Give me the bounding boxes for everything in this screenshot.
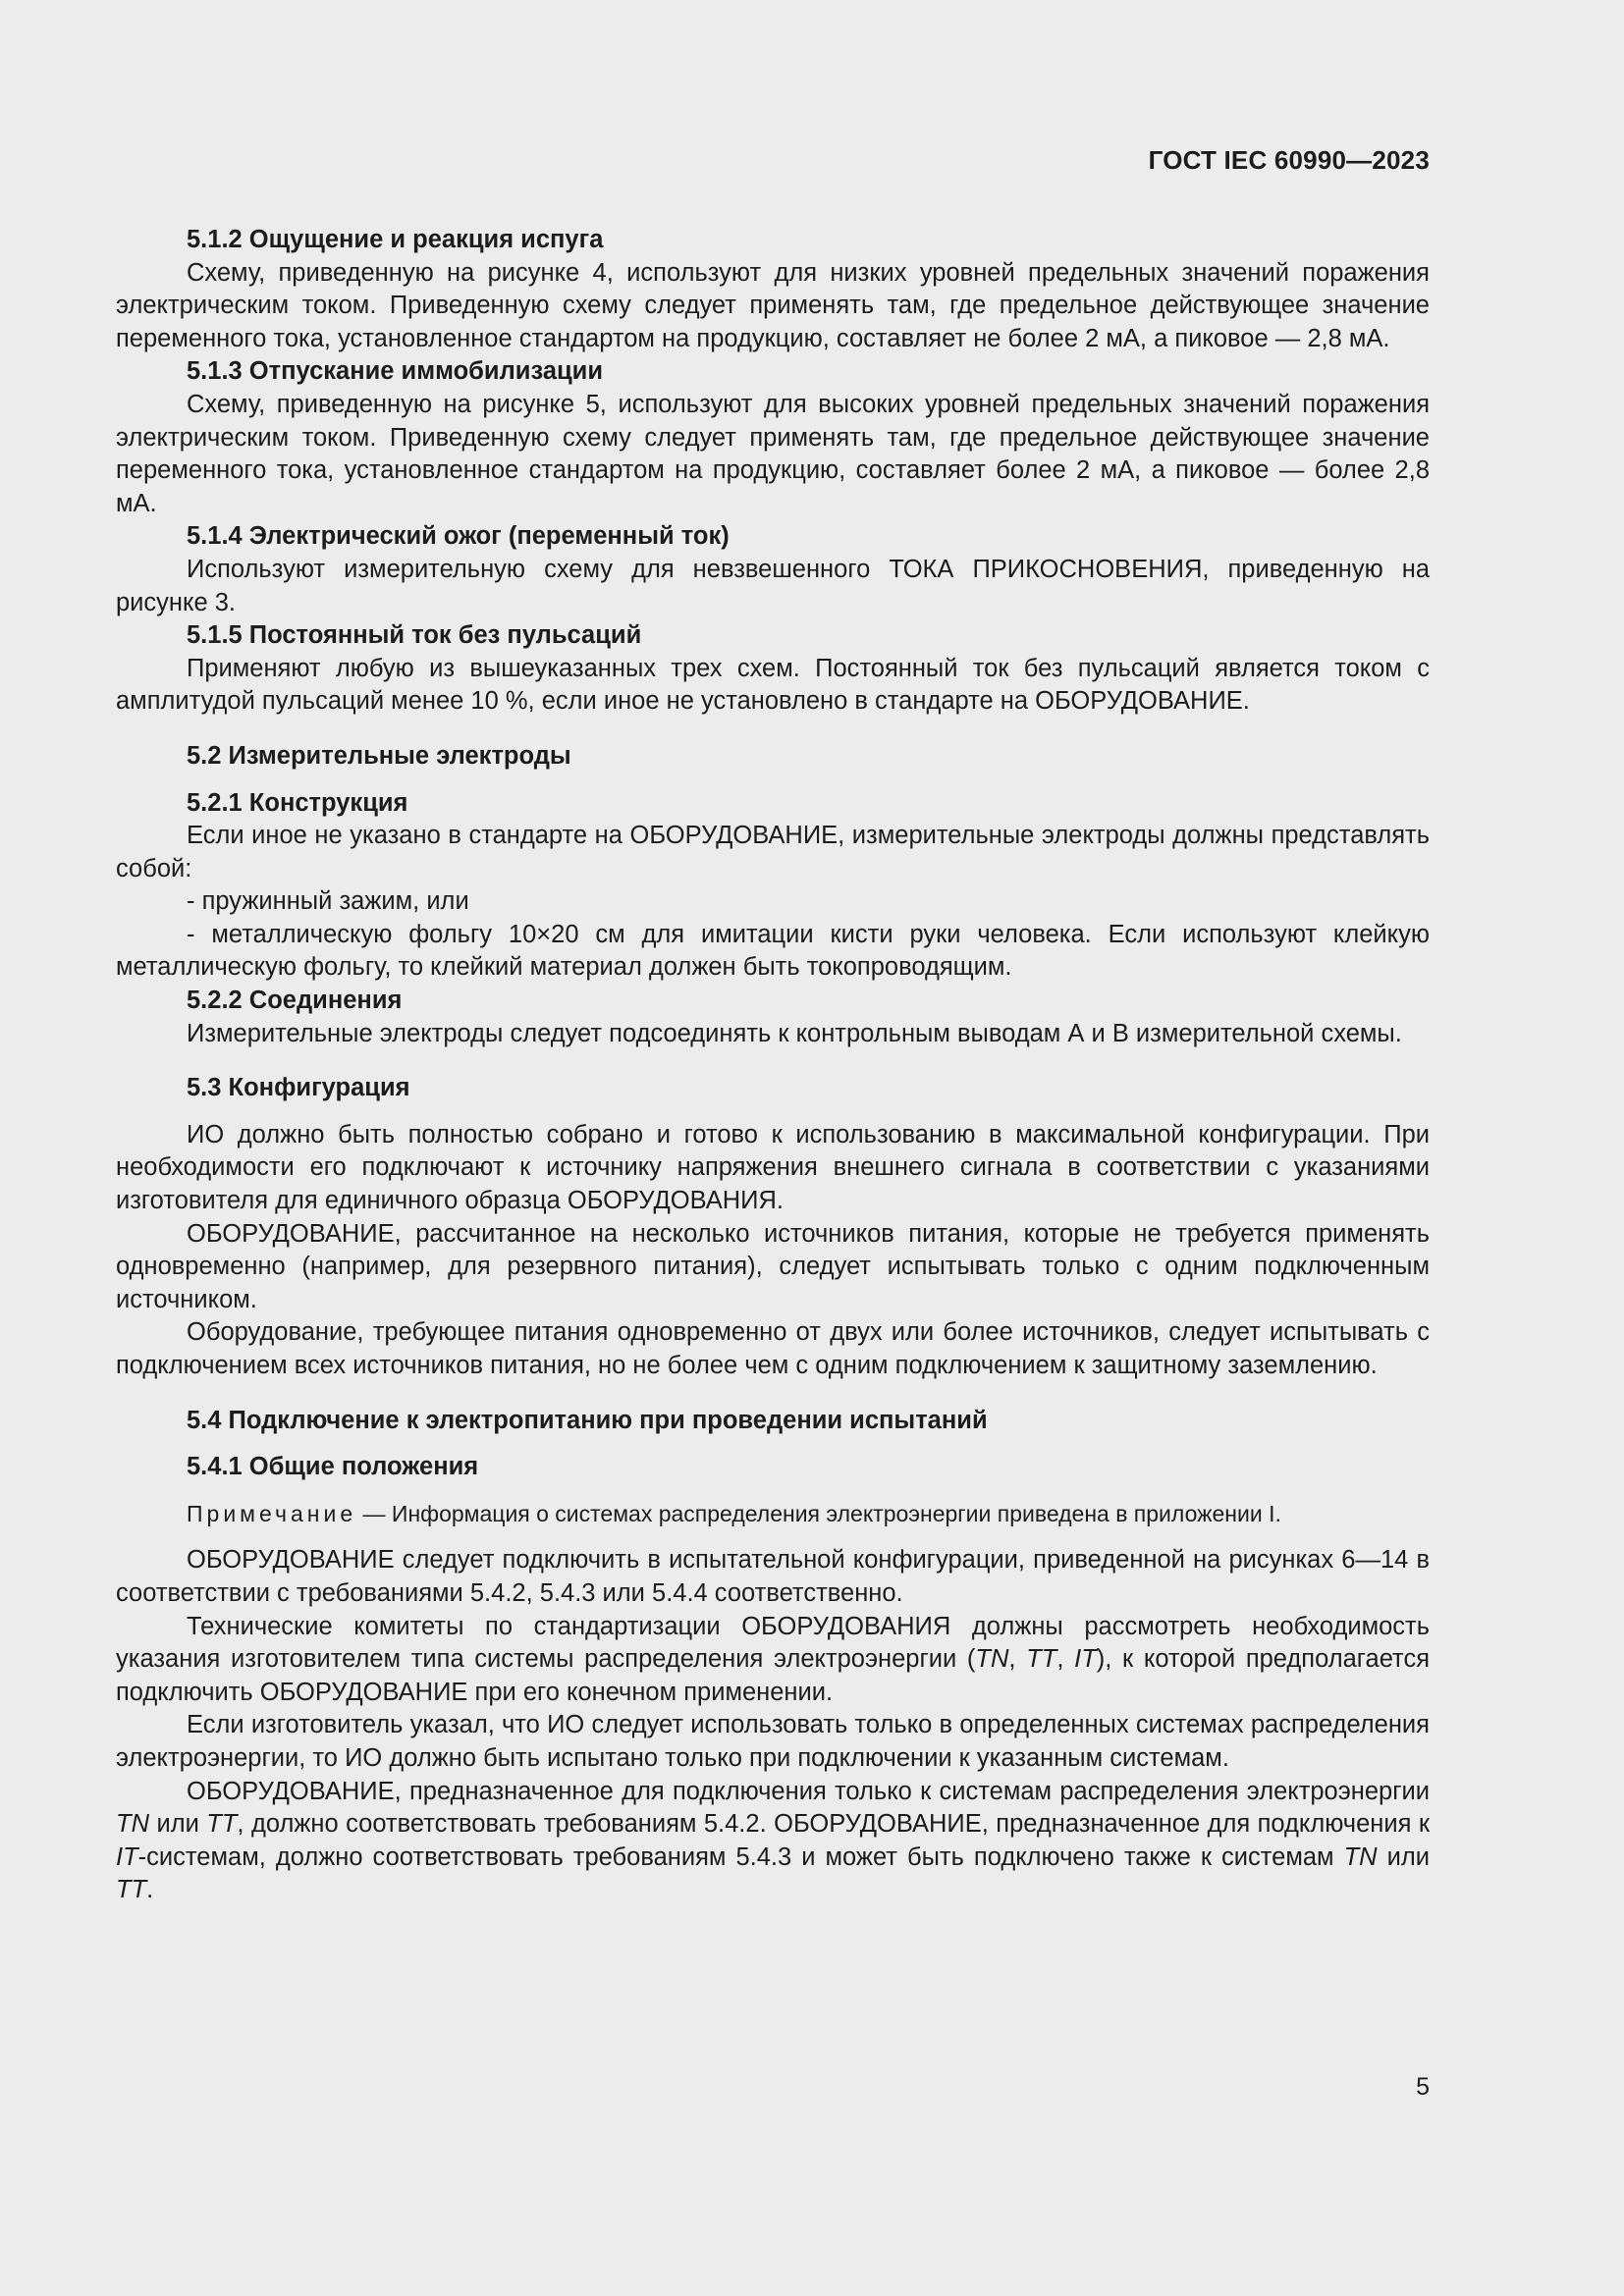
list-item-spring-clamp: - пружинный зажим, или: [187, 887, 469, 916]
section-5-1-5-heading: 5.1.5 Постоянный ток без пульсаций: [187, 621, 642, 650]
note: [116, 1498, 1430, 1531]
section-5-2-2-text: Измерительные электроды следует подсоединять к контрольным выводам А и В измерительной схемы.: [187, 1019, 1402, 1047]
document-code-header: ГОСТ IEC 60990—2023: [1148, 145, 1430, 175]
section-5-2-1-heading: 5.2.1 Конструкция: [187, 788, 408, 817]
section-5-1-3-heading: 5.1.3 Отпускание иммобилизации: [187, 357, 604, 386]
section-5-3-paragraph-2: ОБОРУДОВАНИЕ, рассчитанное на несколько источников питания, которые не требуется применять одновременно (например, для резервного питания), следует испытывать только с одним подключенным источником.: [116, 1219, 1430, 1313]
spacer: [116, 1530, 1430, 1544]
spacer: [116, 1484, 1430, 1498]
spacer: [116, 1437, 1430, 1451]
section-5-4-1-heading: 5.4.1 Общие положения: [187, 1453, 479, 1481]
section-5-4-1-paragraph-2: Технические комитеты по стандартизации ОБОРУДОВАНИЯ должны рассмотреть необходимость указания изготовителем типа системы распределения электроэнергии (TN, TT, IT), к которой предполагается подключить ОБОРУДОВАНИЕ при его конечном применении.: [116, 1612, 1431, 1706]
spacer: [116, 1105, 1430, 1119]
section-5-1-5-text: Применяют любую из вышеуказанных трех схем. Постоянный ток без пульсаций является током с амплитудой пульсаций менее 10 %, если иное не установлено в стандарте на ОБОРУДОВАНИЕ.: [116, 654, 1430, 716]
spacer: [116, 1050, 1430, 1072]
section-5-2-heading: 5.2 Измерительные электроды: [187, 741, 571, 770]
section-5-2-2-heading: 5.2.2 Соединения: [187, 987, 403, 1015]
section-5-1-4-heading: 5.1.4 Электрический ожог (переменный ток): [187, 522, 730, 551]
spacer: [116, 774, 1430, 787]
section-5-3-paragraph-3: Оборудование, требующее питания одновременно от двух или более источников, следует испытывать с подключением всех источников питания, но не более чем с одним подключением к защитному заземлению.: [116, 1318, 1430, 1379]
section-5-4-1-paragraph-3: Если изготовитель указал, что ИО следует использовать только в определенных системах распределения электроэнергии, то ИО должно быть испытано только при подключении к указанным системам.: [116, 1711, 1430, 1772]
section-5-3-paragraph-1: ИО должно быть полностью собрано и готово к использованию в максимальной конфигурации. При необходимости его подключают к источнику напряжения внешнего сигнала в соответствии с указаниями изготовителя для единичного образца ОБОРУДОВАНИЯ.: [116, 1120, 1430, 1215]
section-5-4-heading: 5.4 Подключение к электропитанию при проведении испытаний: [187, 1406, 988, 1434]
spacer: [116, 719, 1430, 740]
note-label: Примечание: [187, 1500, 357, 1526]
section-5-1-3-text: Схему, приведенную на рисунке 5, используют для высоких уровней предельных значений поражения электрическим током. Приведенную схему следует применять там, где предельное действующее значение переменного тока, установленное стандартом на продукцию, составляет более 2 мА, а пиковое — более 2,8 мА.: [116, 390, 1430, 517]
section-5-4-1-paragraph-4: ОБОРУДОВАНИЕ, предназначенное для подключения только к системам распределения электроэнергии TN или TT, должно соответствовать требованиям 5.4.2. ОБОРУДОВАНИЕ, предназначенное для подключения к IT-системам, должно соответствовать требованиям 5.4.3 и может быть подключено также к системам TN или TT.: [116, 1777, 1430, 1904]
list-item-metal-foil: - металлическую фольгу 10×20 см для имитации кисти руки человека. Если используют клейкую металлическую фольгу, то клейкий материал должен быть токопроводящим.: [116, 920, 1430, 982]
section-5-1-2-heading: 5.1.2 Ощущение и реакция испуга: [187, 226, 604, 253]
section-5-4-1-paragraph-1: ОБОРУДОВАНИЕ следует подключить в испытательной конфигурации, приведенной на рисунках 6—14 в соответствии с требованиями 5.4.2, 5.4.3 или 5.4.4 соответственно.: [116, 1546, 1430, 1607]
document-body: [116, 224, 1430, 1907]
page-number: 5: [1416, 2073, 1430, 2101]
section-5-1-2-text: Схему, приведенную на рисунке 4, используют для низких уровней предельных значений поражения электрическим током. Приведенную схему следует применять там, где предельное действующее значение переменного тока, установленное стандартом на продукцию, составляет не более 2 мА, а пиковое — 2,8 мА.: [116, 258, 1430, 352]
section-5-1-4-text: Используют измерительную схему для невзвешенного ТОКА ПРИКОСНОВЕНИЯ, приведенную на рисунке 3.: [116, 555, 1430, 616]
section-5-3-heading: 5.3 Конфигурация: [187, 1074, 410, 1102]
section-5-2-1-text: Если иное не указано в стандарте на ОБОРУДОВАНИЕ, измерительные электроды должны представлять собой:: [116, 822, 1430, 882]
spacer: [116, 1383, 1430, 1405]
note-text: — Информация о системах распределения электроэнергии приведена в приложении I.: [356, 1500, 1281, 1526]
